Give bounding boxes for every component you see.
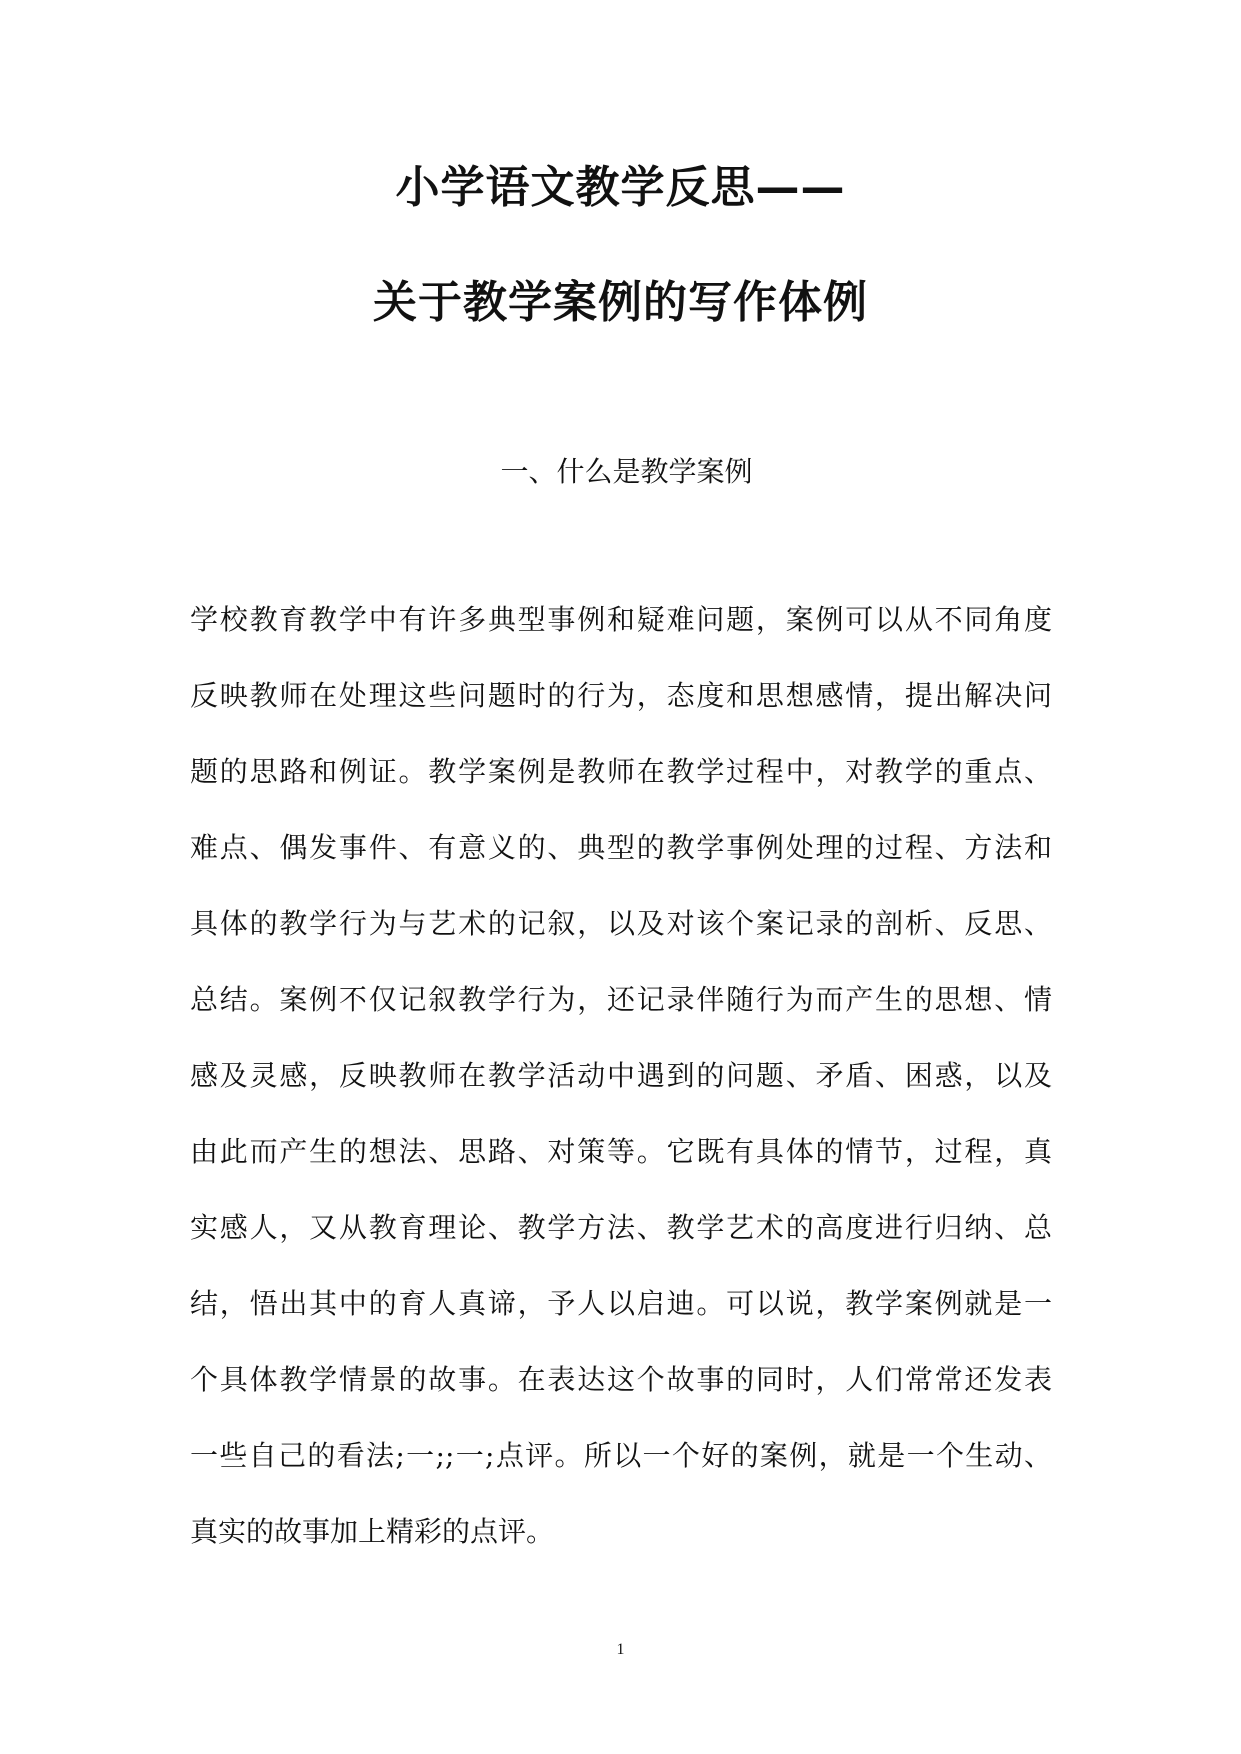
body-paragraph (190, 600, 1052, 1588)
body-line: 具体的教学行为与艺术的记叙，以及对该个案记录的剖析、反思、 (190, 907, 1052, 940)
body-line: 真实的故事加上精彩的点评。 (190, 1515, 555, 1548)
body-line: 结，悟出其中的育人真谛，予人以启迪。可以说，教学案例就是一 (190, 1287, 1052, 1320)
body-line: 总结。案例不仅记叙教学行为，还记录伴随行为而产生的思想、情 (190, 983, 1052, 1016)
body-line: 一些自己的看法;一;;一;点评。所以一个好的案例，就是一个生动、 (190, 1439, 1052, 1472)
body-line: 学校教育教学中有许多典型事例和疑难问题，案例可以从不同角度 (190, 603, 1052, 636)
body-line: 反映教师在处理这些问题时的行为，态度和思想感情，提出解决问 (190, 679, 1052, 712)
body-line: 题的思路和例证。教学案例是教师在教学过程中，对教学的重点、 (190, 755, 1052, 788)
title-line-1: 小学语文教学反思—— (395, 162, 846, 213)
body-line: 难点、偶发事件、有意义的、典型的教学事例处理的过程、方法和 (190, 831, 1052, 864)
title-line-2: 关于教学案例的写作体例 (373, 277, 868, 328)
body-line: 个具体教学情景的故事。在表达这个故事的同时，人们常常还发表 (190, 1363, 1052, 1396)
body-line: 感及灵感，反映教师在教学活动中遇到的问题、矛盾、困惑，以及 (190, 1059, 1052, 1092)
page-number: 1 (616, 1641, 625, 1658)
body-line: 由此而产生的想法、思路、对策等。它既有具体的情节，过程，真 (190, 1135, 1052, 1168)
section-heading: 一、什么是教学案例 (500, 455, 753, 488)
body-line: 实感人，又从教育理论、教学方法、教学艺术的高度进行归纳、总 (190, 1211, 1052, 1244)
